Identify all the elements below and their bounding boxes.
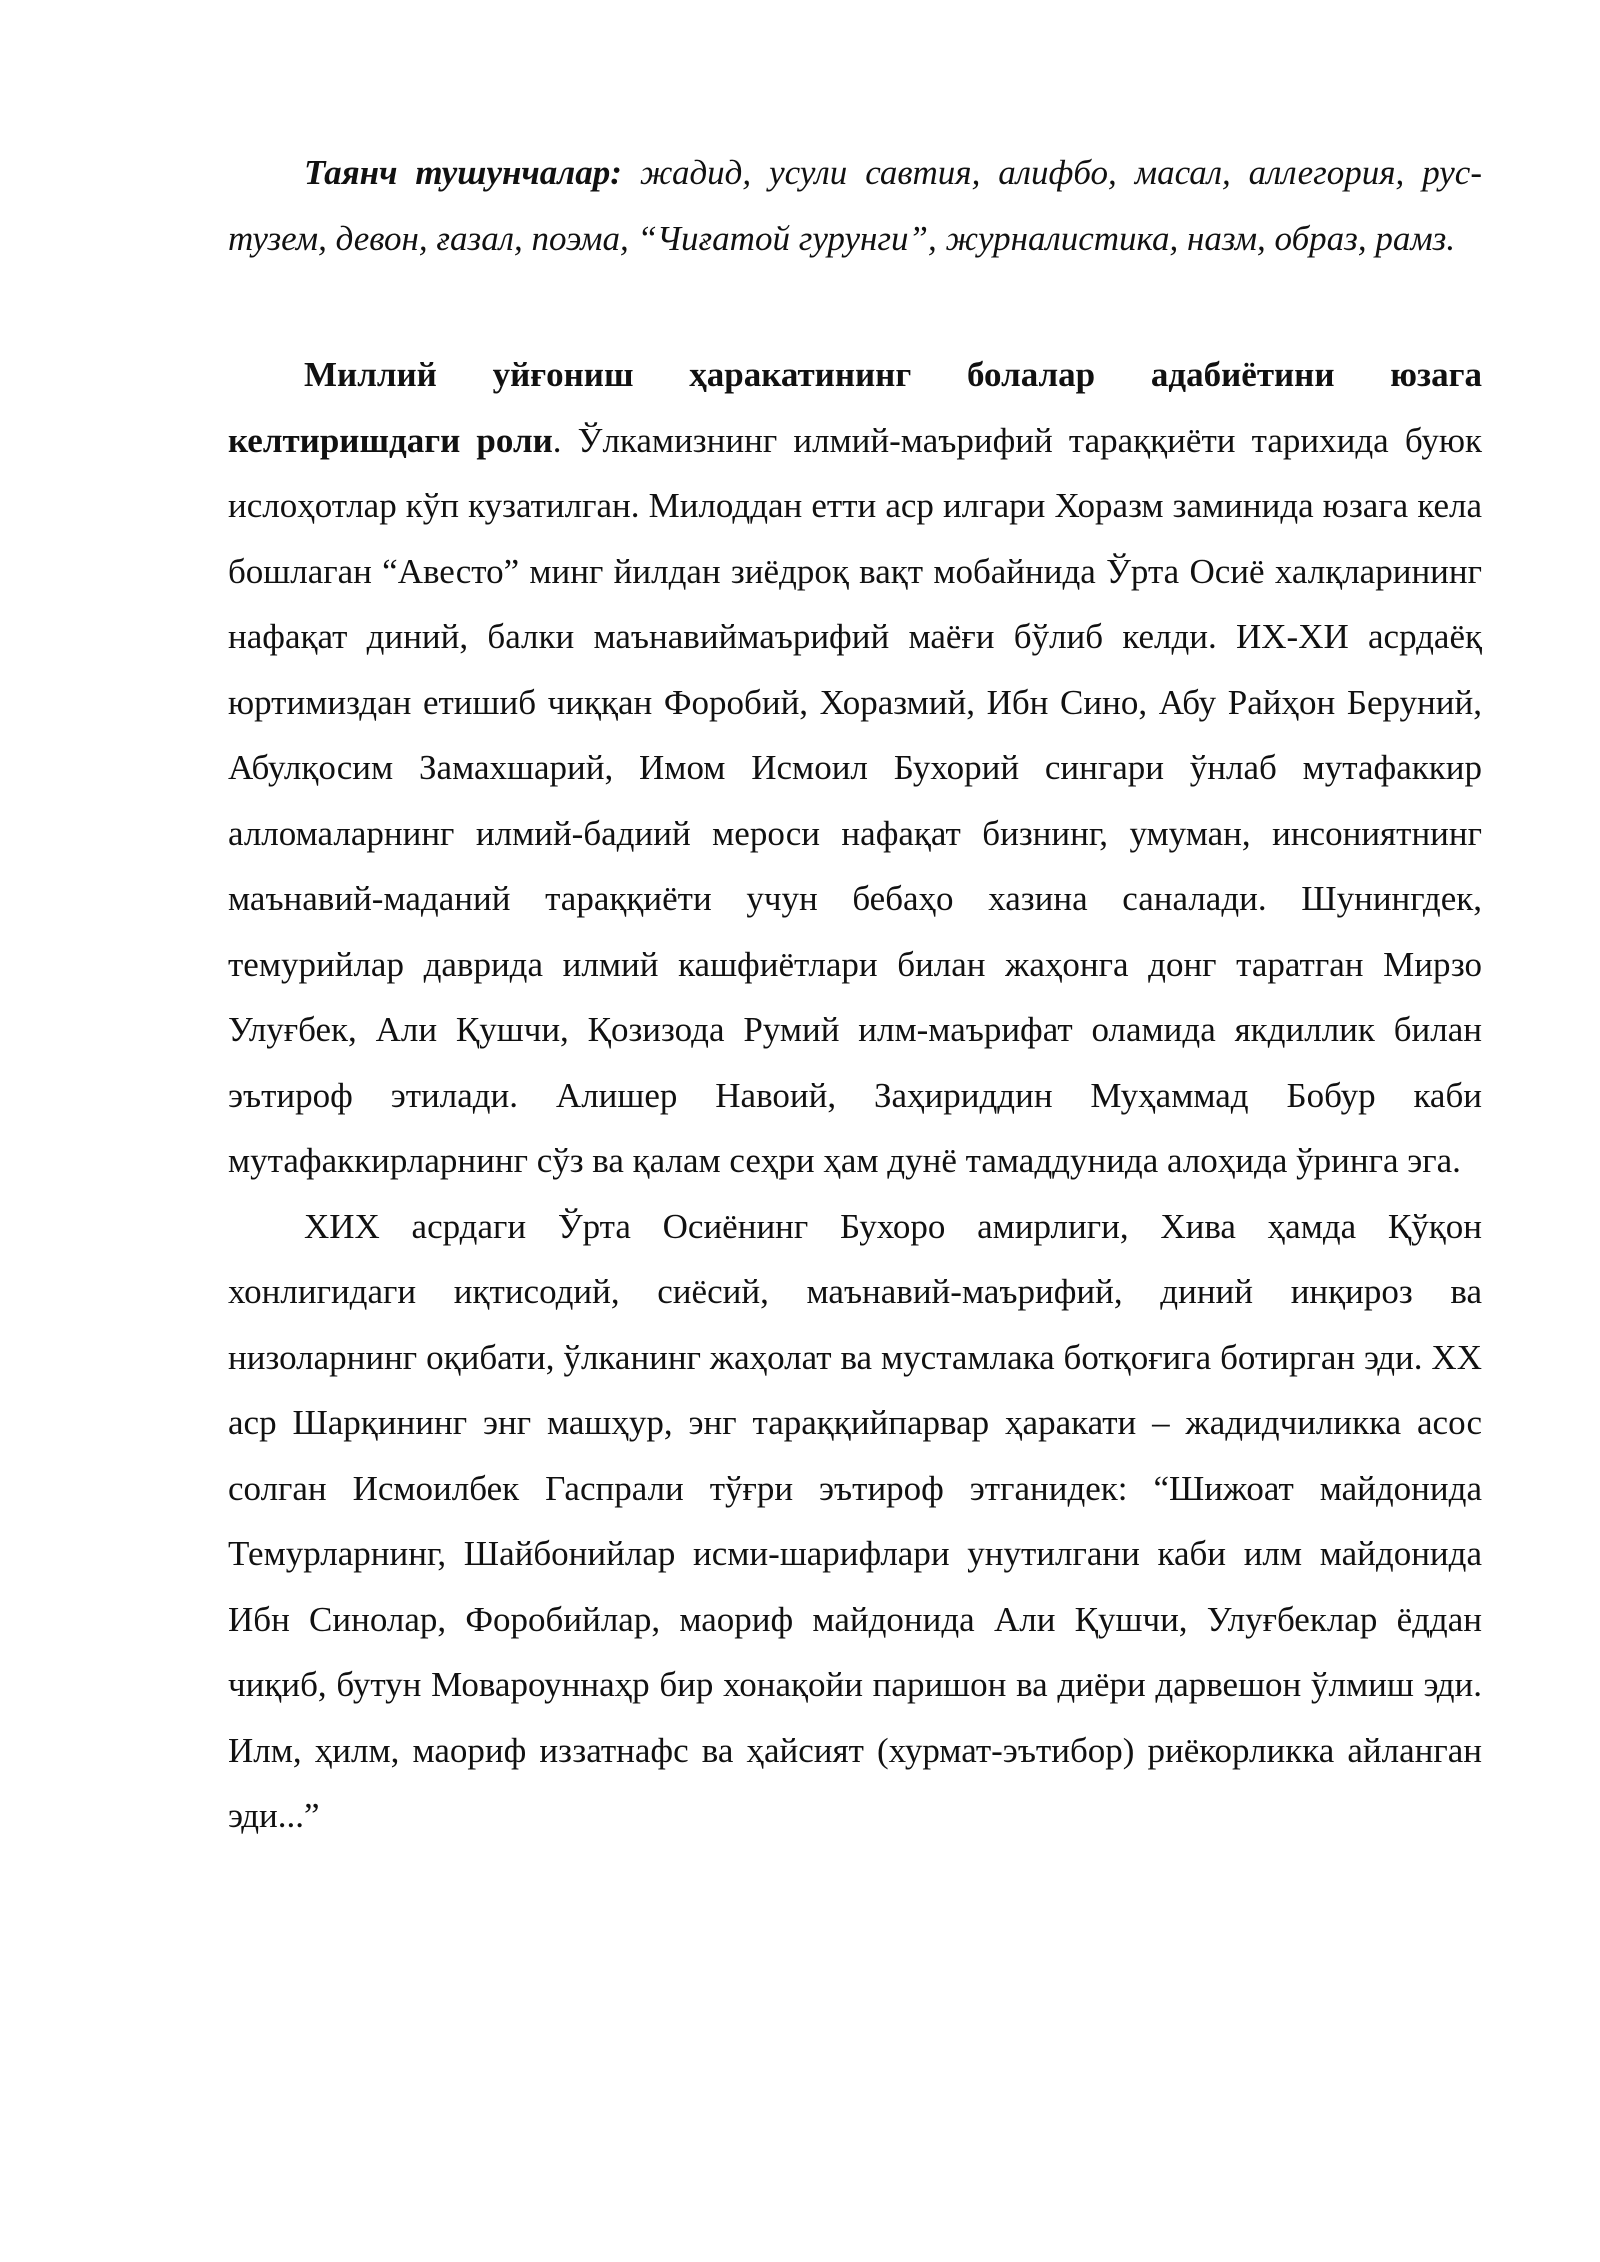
- keywords-list: жадид, усули савтия, алифбо, масал, аллегория, рус-тузем, девон, ғазал, поэма, “Чиғатой гурунги”, журналистика, назм, образ, рамз.: [228, 153, 1482, 258]
- body-paragraph-2: ХИХ асрдаги Ўрта Осиёнинг Бухоро амирлиги, Хива ҳамда Қўқон хонлигидаги иқтисодий, сиёсий, маънавий-маърифий, диний инқироз ва низоларнинг оқибати, ўлканинг жаҳолат ва мустамлака ботқоғига ботирган эди. ХХ аср Шарқининг энг машҳур, энг тараққийпарвар ҳаракати – жадидчиликка асос солган Исмоилбек Гаспрали тўғри эътироф этганидек: “Шижоат майдонида Темурларнинг, Шайбонийлар исми-шарифлари унутилгани каби илм майдонида Ибн Синолар, Форобийлар, маориф майдонида Али Қушчи, Улуғбеклар ёддан чиқиб, бутун Мовароуннаҳр бир хонақойи паришон ва диёри дарвешон ўлмиш эди. Илм, ҳилм, маориф иззатнафс ва ҳайсият (хурмат-эътибор) риёкорликка айланган эди...”: [228, 1206, 1482, 1835]
- keywords-label: Таянч тушунчалар:: [304, 153, 622, 192]
- section-heading: Миллий уйғониш ҳаракатининг болалар адабиётини юзага келтиришдаги роли: [228, 355, 1482, 460]
- section-heading-period: .: [552, 420, 562, 460]
- keywords-paragraph: [228, 140, 1482, 272]
- body-paragraph-1: [228, 342, 1482, 1194]
- page-content: [228, 140, 1482, 1849]
- paragraph-1-text: Ўлкамизнинг илмий-маърифий тараққиёти тарихида буюк ислоҳотлар кўп кузатилган. Милоддан етти аср илгари Хоразм заминида юзага кела бошлаган “Авесто” минг йилдан зиёдроқ вақт мобайнида Ўрта Осиё халқларининг нафақат диний, балки маънавиймаърифий маёғи бўлиб келди. ИХ-ХИ асрдаёқ юртимиздан етишиб чиққан Форобий, Хоразмий, Ибн Сино, Абу Райҳон Беруний, Абулқосим Замахшарий, Имом Исмоил Бухорий сингари ўнлаб мутафаккир алломаларнинг илмий-бадиий мероси нафақат бизнинг, умуман, инсониятнинг маънавий-маданий тараққиёти учун бебаҳо хазина саналади. Шунингдек, темурийлар даврида илмий кашфиётлари билан жаҳонга донг таратган Мирзо Улуғбек, Али Қушчи, Қозизода Румий илм-маърифат оламида якдиллик билан эътироф этилади. Алишер Навоий, Заҳириддин Муҳаммад Бобур каби мутафаккирларнинг сўз ва қалам сеҳри ҳам дунё тамаддунида алоҳида ўринга эга.: [228, 420, 1482, 1180]
